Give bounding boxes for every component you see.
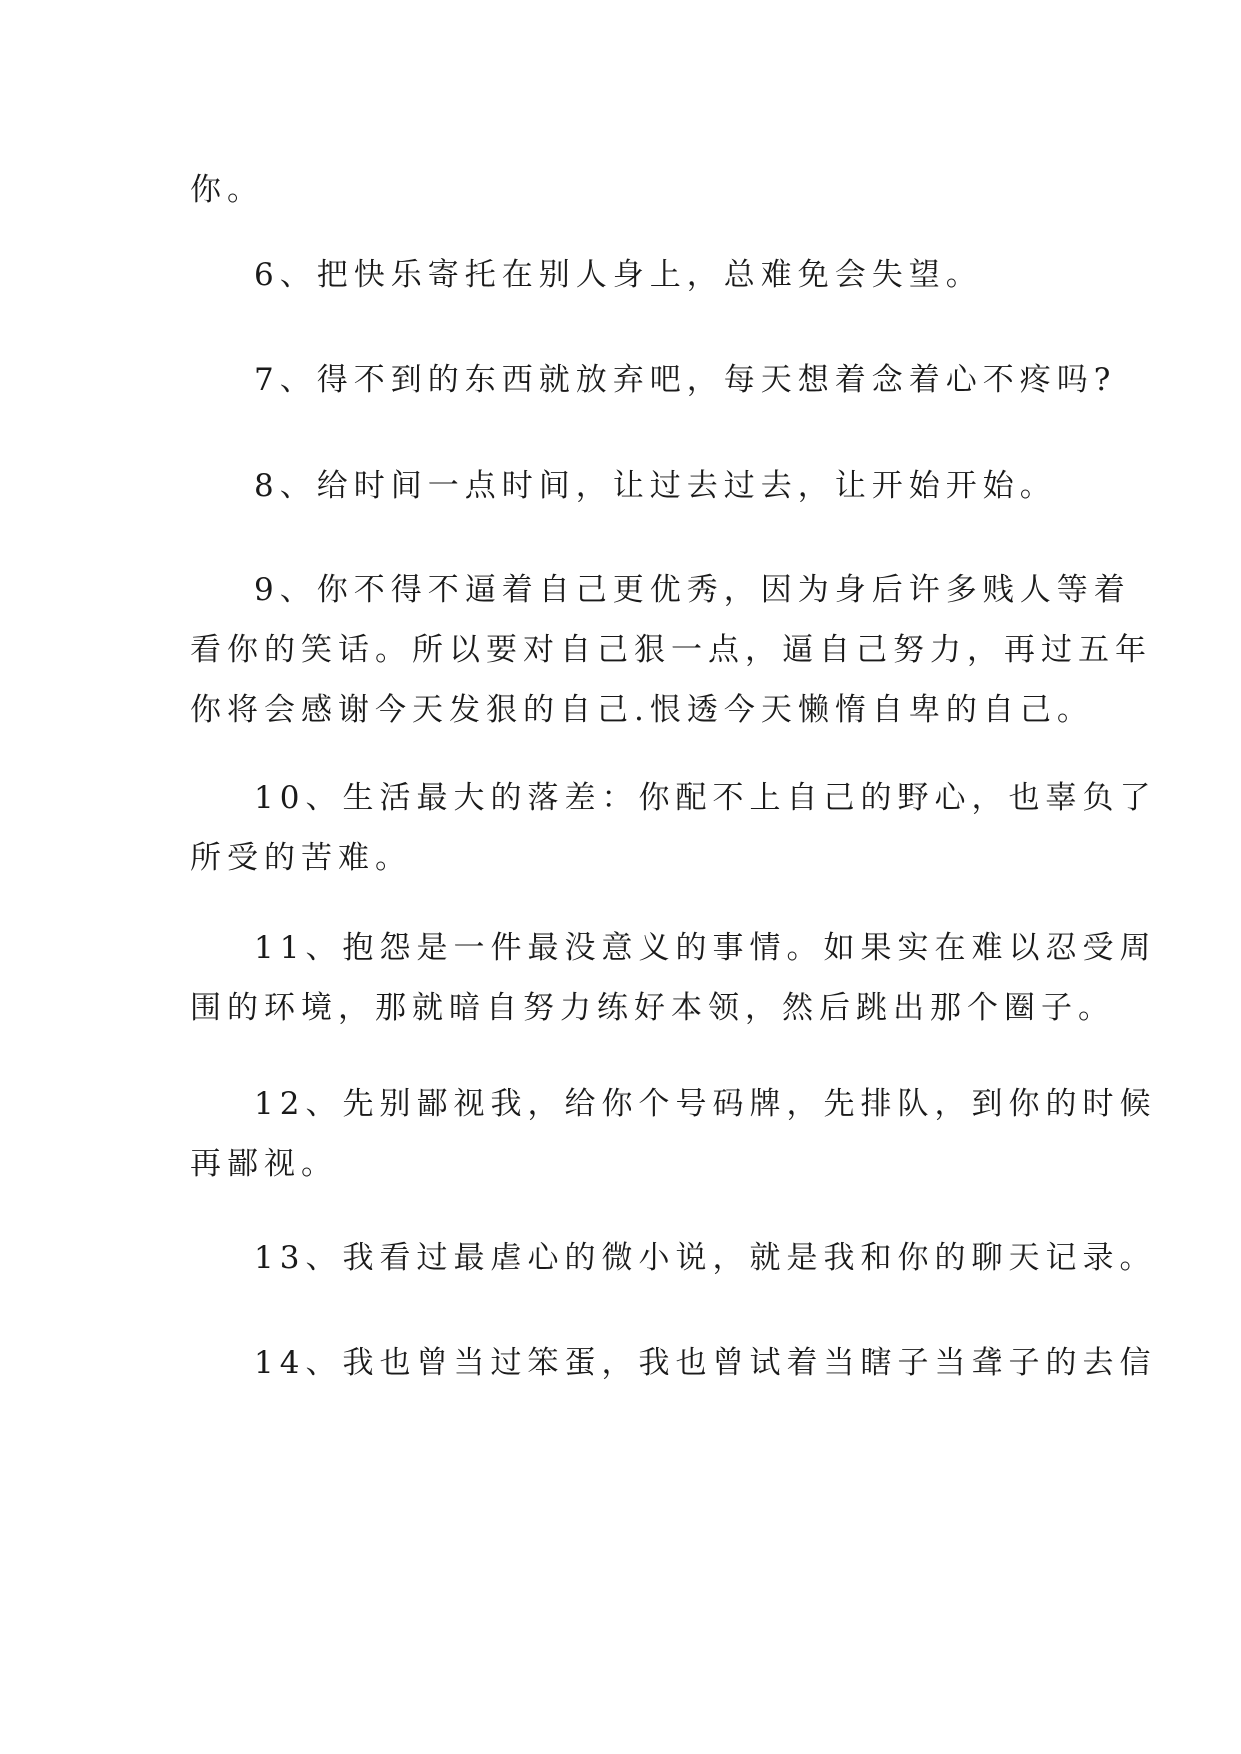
paragraph-item-10 [190,768,1157,888]
paragraph-item-6 [190,245,1060,305]
paragraph-item-12 [190,1074,1157,1194]
paragraph-item-7 [190,350,1117,410]
text-line: 你将会感谢今天发狠的自己.恨透今天懒惰自卑的自己。 [190,692,1094,728]
text-line: 13、我看过最虐心的微小说，就是我和你的聊天记录。 [254,1240,1157,1276]
text-line: 10、生活最大的落差：你配不上自己的野心，也辜负了 [254,780,1157,816]
paragraph-continuation [190,160,1060,220]
text-line: 围的环境，那就暗自努力练好本领，然后跳出那个圈子。 [190,990,1115,1026]
text-line: 9、你不得不逼着自己更优秀，因为身后许多贱人等着 [254,572,1131,608]
text-line: 11、抱怨是一件最没意义的事情。如果实在难以忍受周 [254,930,1157,966]
paragraph-item-8 [190,456,1060,516]
text-line: 14、我也曾当过笨蛋，我也曾试着当瞎子当聋子的去信 [254,1345,1157,1381]
text-line: 12、先别鄙视我，给你个号码牌，先排队，到你的时候 [254,1086,1157,1122]
paragraph-item-11 [190,918,1157,1038]
text-line: 再鄙视。 [190,1146,338,1182]
paragraph-item-14 [190,1333,1157,1393]
text-line: 7、得不到的东西就放弃吧，每天想着念着心不疼吗? [254,362,1117,398]
text-line: 你。 [190,172,264,208]
text-line: 看你的笑话。所以要对自己狠一点，逼自己努力，再过五年 [190,632,1152,668]
text-line: 6、把快乐寄托在别人身上，总难免会失望。 [254,257,983,293]
text-line: 所受的苦难。 [190,840,412,876]
paragraph-item-9 [190,560,1152,740]
paragraph-item-13 [190,1228,1157,1288]
text-line: 8、给时间一点时间，让过去过去，让开始开始。 [254,468,1057,504]
